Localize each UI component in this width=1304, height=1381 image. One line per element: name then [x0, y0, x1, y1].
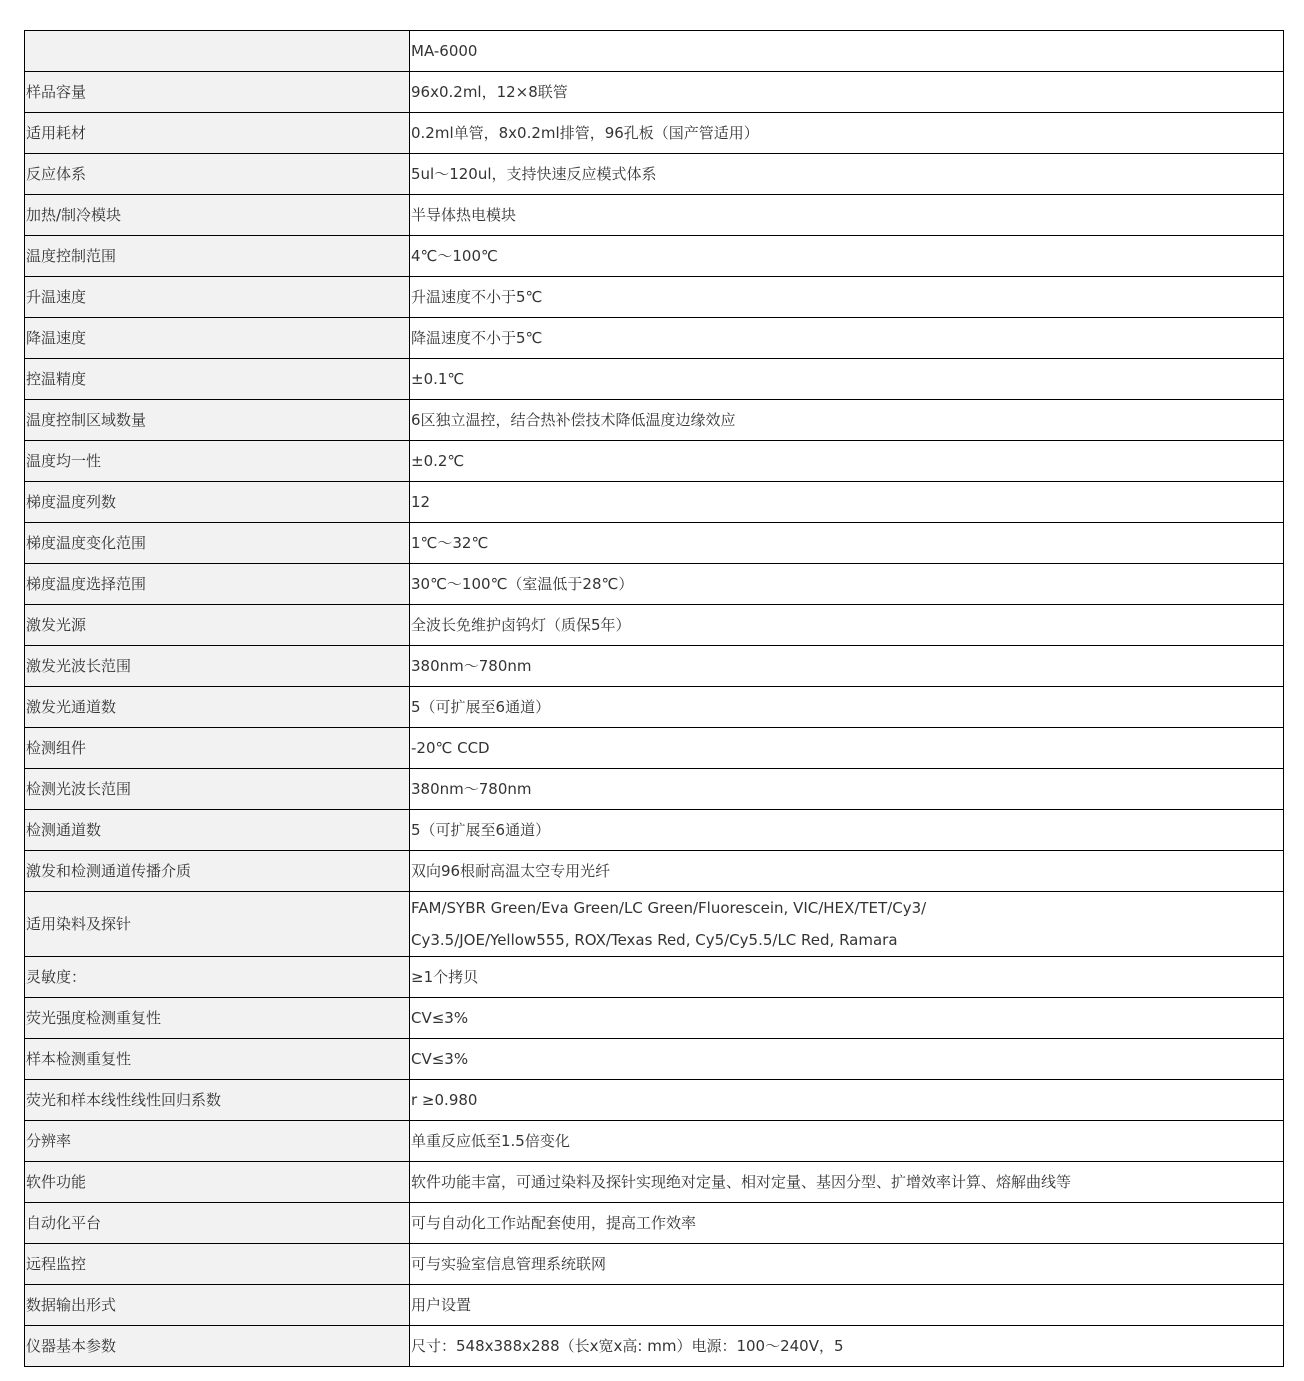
- spec-label: 温度控制区域数量: [25, 400, 410, 441]
- table-row: [25, 154, 1284, 195]
- spec-value: 可与实验室信息管理系统联网: [410, 1244, 1284, 1285]
- spec-label: [25, 31, 410, 72]
- table-row: [25, 892, 1284, 957]
- table-row: [25, 1039, 1284, 1080]
- spec-value: 全波长免维护卤钨灯（质保5年）: [410, 605, 1284, 646]
- spec-label: 分辨率: [25, 1121, 410, 1162]
- spec-value: 12: [410, 482, 1284, 523]
- spec-label: 梯度温度变化范围: [25, 523, 410, 564]
- spec-value: 96x0.2ml，12×8联管: [410, 72, 1284, 113]
- spec-value: ±0.1℃: [410, 359, 1284, 400]
- table-row: [25, 318, 1284, 359]
- table-row: [25, 957, 1284, 998]
- table-row: [25, 277, 1284, 318]
- spec-label: 降温速度: [25, 318, 410, 359]
- spec-value: r ≥0.980: [410, 1080, 1284, 1121]
- spec-value-line: Cy3.5/JOE/Yellow555, ROX/Texas Red, Cy5/Cy5.5/LC Red, Ramara: [411, 931, 898, 949]
- spec-value: 5（可扩展至6通道）: [410, 687, 1284, 728]
- spec-value: -20℃ CCD: [410, 728, 1284, 769]
- spec-label: 样本检测重复性: [25, 1039, 410, 1080]
- table-row: [25, 1121, 1284, 1162]
- spec-label: 梯度温度选择范围: [25, 564, 410, 605]
- table-row: [25, 482, 1284, 523]
- spec-label: 升温速度: [25, 277, 410, 318]
- table-row: [25, 1285, 1284, 1326]
- spec-label: 样品容量: [25, 72, 410, 113]
- table-row: [25, 687, 1284, 728]
- table-row: [25, 564, 1284, 605]
- spec-value: 降温速度不小于5℃: [410, 318, 1284, 359]
- table-row: [25, 851, 1284, 892]
- spec-value: 用户设置: [410, 1285, 1284, 1326]
- spec-label: 激发和检测通道传播介质: [25, 851, 410, 892]
- spec-label: 梯度温度列数: [25, 482, 410, 523]
- table-row: [25, 998, 1284, 1039]
- table-row: [25, 1162, 1284, 1203]
- spec-value: 双向96根耐高温太空专用光纤: [410, 851, 1284, 892]
- spec-label: 激发光波长范围: [25, 646, 410, 687]
- spec-value: 5ul～120ul，支持快速反应模式体系: [410, 154, 1284, 195]
- table-row: [25, 810, 1284, 851]
- table-row: [25, 1080, 1284, 1121]
- spec-value: 升温速度不小于5℃: [410, 277, 1284, 318]
- table-row: [25, 236, 1284, 277]
- table-row: [25, 646, 1284, 687]
- spec-label: 加热/制冷模块: [25, 195, 410, 236]
- table-row: [25, 728, 1284, 769]
- table-row: [25, 1203, 1284, 1244]
- spec-value: CV≤3%: [410, 1039, 1284, 1080]
- spec-value: 0.2ml单管，8x0.2ml排管，96孔板（国产管适用）: [410, 113, 1284, 154]
- spec-value: 4℃～100℃: [410, 236, 1284, 277]
- spec-label: 激发光通道数: [25, 687, 410, 728]
- spec-label: 检测组件: [25, 728, 410, 769]
- table-row: [25, 113, 1284, 154]
- table-row: [25, 1244, 1284, 1285]
- spec-label: 远程监控: [25, 1244, 410, 1285]
- spec-value: ±0.2℃: [410, 441, 1284, 482]
- spec-value: 软件功能丰富，可通过染料及探针实现绝对定量、相对定量、基因分型、扩增效率计算、熔解曲线等: [410, 1162, 1284, 1203]
- spec-label: 灵敏度：: [25, 957, 410, 998]
- spec-value: 可与自动化工作站配套使用，提高工作效率: [410, 1203, 1284, 1244]
- spec-label: 激发光源: [25, 605, 410, 646]
- spec-label: 温度均一性: [25, 441, 410, 482]
- table-row: [25, 359, 1284, 400]
- spec-label: 适用耗材: [25, 113, 410, 154]
- spec-label: 软件功能: [25, 1162, 410, 1203]
- spec-label: 数据输出形式: [25, 1285, 410, 1326]
- spec-value: 单重反应低至1.5倍变化: [410, 1121, 1284, 1162]
- spec-table: [24, 30, 1284, 1367]
- table-row: [25, 523, 1284, 564]
- table-row: [25, 441, 1284, 482]
- spec-label: 仪器基本参数: [25, 1326, 410, 1367]
- spec-label: 荧光和样本线性线性回归系数: [25, 1080, 410, 1121]
- spec-value: 380nm～780nm: [410, 769, 1284, 810]
- spec-label: 荧光强度检测重复性: [25, 998, 410, 1039]
- spec-label: 反应体系: [25, 154, 410, 195]
- table-row: [25, 400, 1284, 441]
- spec-label: 适用染料及探针: [25, 892, 410, 957]
- table-row: [25, 72, 1284, 113]
- spec-value: 30℃～100℃（室温低于28℃）: [410, 564, 1284, 605]
- spec-value: 6区独立温控，结合热补偿技术降低温度边缘效应: [410, 400, 1284, 441]
- spec-label: 检测通道数: [25, 810, 410, 851]
- spec-value: MA-6000: [410, 31, 1284, 72]
- spec-label: 控温精度: [25, 359, 410, 400]
- spec-value-line: FAM/SYBR Green/Eva Green/LC Green/Fluorescein, VIC/HEX/TET/Cy3/: [411, 899, 927, 917]
- spec-value: [410, 892, 1284, 957]
- table-row: [25, 769, 1284, 810]
- spec-value: 380nm～780nm: [410, 646, 1284, 687]
- spec-value: ≥1个拷贝: [410, 957, 1284, 998]
- spec-label: 温度控制范围: [25, 236, 410, 277]
- spec-label: 自动化平台: [25, 1203, 410, 1244]
- table-row: [25, 1326, 1284, 1367]
- table-row: [25, 31, 1284, 72]
- spec-value: 尺寸：548x388x288（长x宽x高: mm）电源：100～240V，5: [410, 1326, 1284, 1367]
- spec-value: 1℃～32℃: [410, 523, 1284, 564]
- spec-value: 半导体热电模块: [410, 195, 1284, 236]
- table-row: [25, 605, 1284, 646]
- table-row: [25, 195, 1284, 236]
- spec-label: 检测光波长范围: [25, 769, 410, 810]
- spec-value: 5（可扩展至6通道）: [410, 810, 1284, 851]
- spec-value: CV≤3%: [410, 998, 1284, 1039]
